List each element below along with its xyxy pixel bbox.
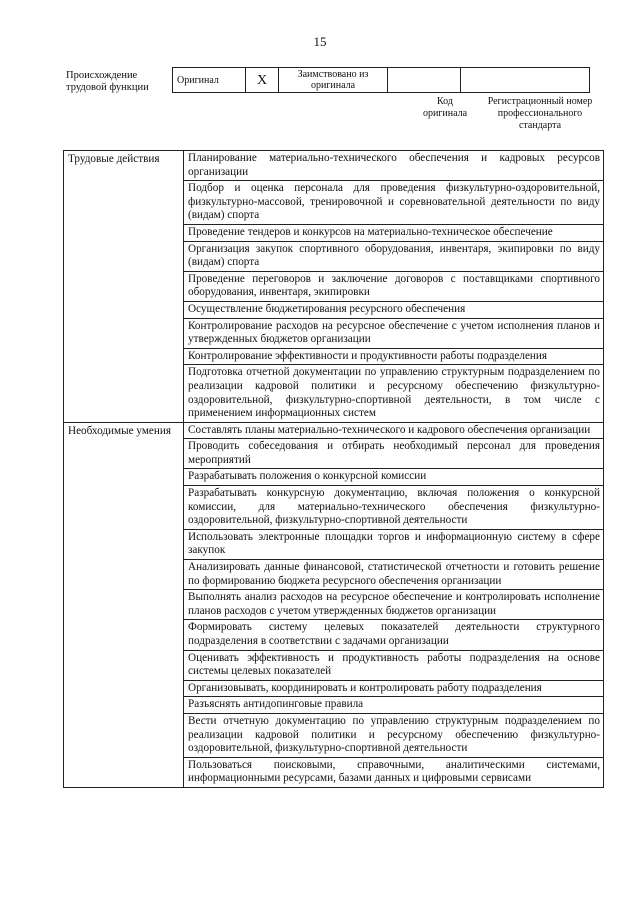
item-text: Вести отчетную документацию по управлению структурным подразделением по реализации кадровой политики и ресурсному обеспечению физкультурно-оздоровительной, физкультурно-спортивной деятельности [184, 713, 604, 757]
function-table [63, 150, 604, 788]
item-text: Оценивать эффективность и продуктивность работы подразделения на основе системы целевых показателей [184, 650, 604, 680]
item-text: Формировать систему целевых показателей деятельности структурного подразделения в соответствии с задачами организации [184, 620, 604, 650]
item-text: Организовывать, координировать и контролировать работу подразделения [184, 680, 604, 697]
item-text: Осуществление бюджетирования ресурсного обеспечения [184, 301, 604, 318]
item-text: Контролирование эффективности и продуктивности работы подразделения [184, 348, 604, 365]
group-title: Необходимые умения [64, 422, 184, 787]
table-row [64, 422, 604, 439]
item-text: Разрабатывать положения о конкурсной комиссии [184, 469, 604, 486]
item-text: Использовать электронные площадки торгов и информационную систему в сфере закупок [184, 529, 604, 559]
item-text: Планирование материально-технического обеспечения и кадровых ресурсов организации [184, 151, 604, 181]
page-number: 15 [313, 34, 327, 49]
borrowed-cell: Заимствовано из оригинала [279, 68, 388, 93]
item-text: Организация закупок спортивного оборудования, инвентаря, экипировки по виду (видам) спорта [184, 241, 604, 271]
code-caption: Код оригинала [422, 96, 468, 119]
item-text: Разъяснять антидопинговые правила [184, 697, 604, 714]
item-text: Контролирование расходов на ресурсное обеспечение с учетом исполнения планов и утвержденных бюджетов организации [184, 318, 604, 348]
origin-label: Происхождение трудовой функции [66, 70, 149, 93]
item-text: Проведение тендеров и конкурсов на материально-техническое обеспечение [184, 224, 604, 241]
item-text: Проводить собеседования и отбирать необходимый персонал для проведения мероприятий [184, 439, 604, 469]
item-text: Подбор и оценка персонала для проведения физкультурно-оздоровительной, физкультурно-массовой, тренировочной и соревновательной деятельности по виду (видам) спорта [184, 181, 604, 225]
item-text: Проведение переговоров и заключение договоров с поставщиками спортивного оборудования, инвентаря, экипировки [184, 271, 604, 301]
reg-caption: Регистрационный номер профессионального стандарта [487, 96, 593, 131]
original-mark: X [246, 68, 279, 93]
item-text: Выполнять анализ расходов на ресурсное обеспечение и контролировать исполнение планов расходов с учетом утвержденных бюджетов организации [184, 590, 604, 620]
item-text: Составлять планы материально-технического и кадрового обеспечения организации [184, 422, 604, 439]
origin-table [172, 67, 590, 93]
item-text: Пользоваться поисковыми, справочными, аналитическими системами, информационными ресурсами, базами данных и цифровыми сервисами [184, 757, 604, 787]
original-cell: Оригинал [173, 68, 246, 93]
item-text: Анализировать данные финансовой, статистической отчетности и готовить решение по формированию бюджета ресурсного обеспечения организации [184, 560, 604, 590]
item-text: Подготовка отчетной документации по управлению структурным подразделением по реализации кадровой политики и ресурсному обеспечению физкультурно-оздоровительной, физкультурно-спортивной деятельности, в том числе с применением информационных систем [184, 365, 604, 422]
table-row [64, 151, 604, 181]
reg-number-cell [461, 68, 590, 93]
group-title: Трудовые действия [64, 151, 184, 423]
code-cell [388, 68, 461, 93]
item-text: Разрабатывать конкурсную документацию, включая положения о конкурсной комиссии, для материально-технического обеспечения физкультурно-оздоровительной, физкультурно-спортивной деятельности [184, 486, 604, 530]
